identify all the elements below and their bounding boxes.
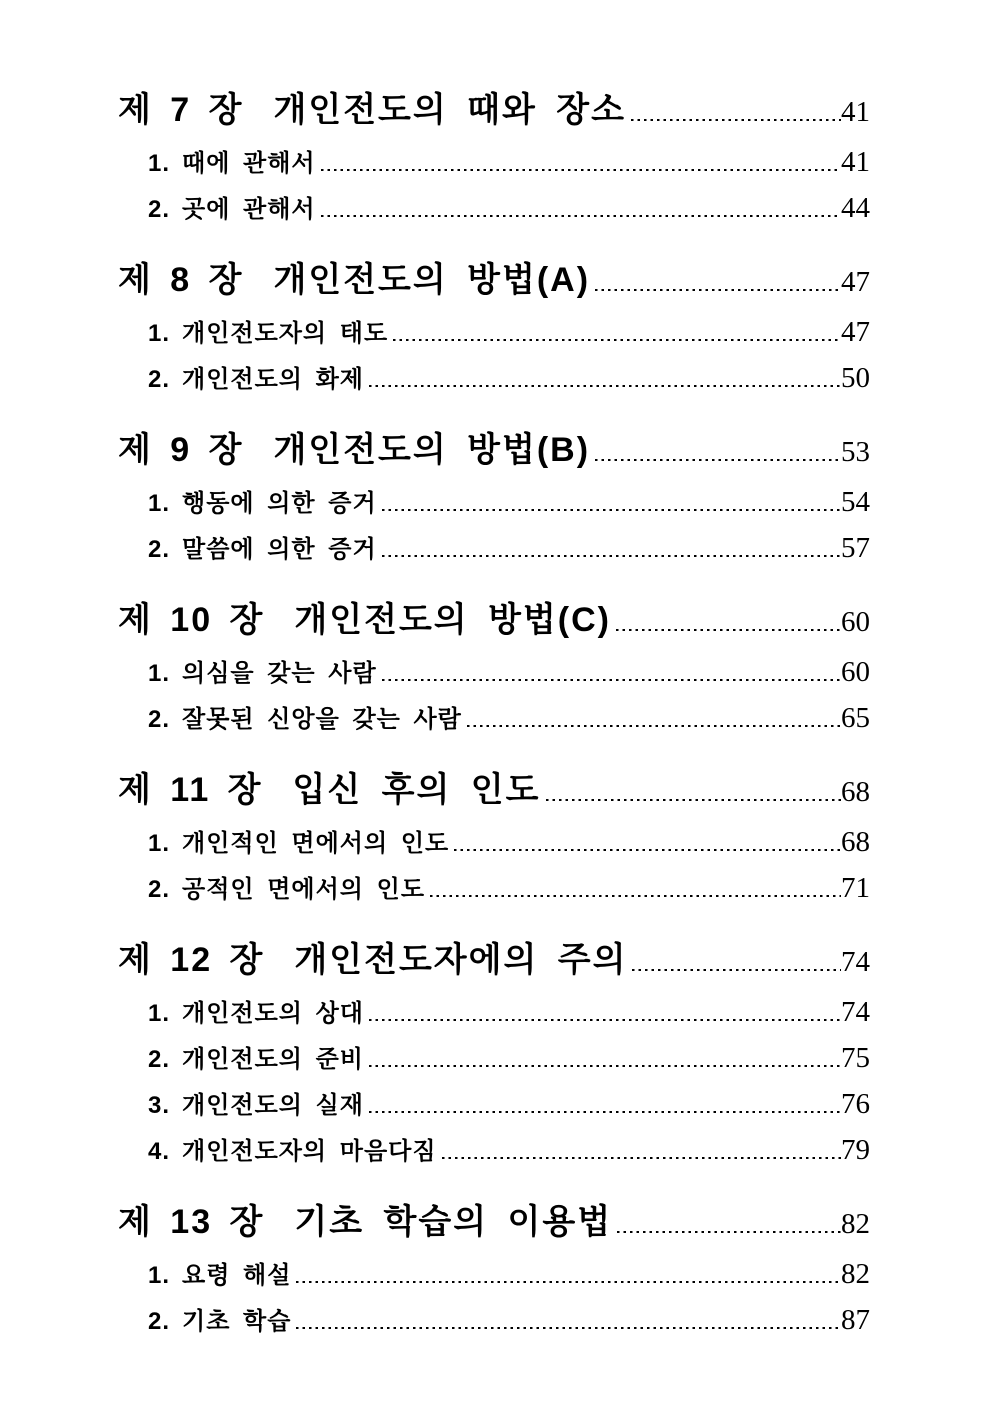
chapter-heading-row xyxy=(118,938,870,984)
entry-title: 요령 해설 xyxy=(182,1262,292,1289)
entry-page-number: 47 xyxy=(841,316,870,348)
toc-section xyxy=(118,768,870,912)
toc-section xyxy=(118,598,870,742)
chapter-title: 개인전도의 방법(A) xyxy=(273,261,591,299)
entry-title: 개인전도의 화제 xyxy=(182,366,364,393)
entry-page-number: 82 xyxy=(841,1258,870,1290)
entry-number: 2. xyxy=(148,536,171,563)
chapter-title: 개인전도의 때와 장소 xyxy=(273,91,626,129)
dot-leader xyxy=(631,118,841,121)
entry-title: 개인전도의 준비 xyxy=(182,1046,364,1073)
toc-entries xyxy=(118,650,870,742)
entry-title: 개인전도자의 태도 xyxy=(182,320,389,347)
toc-entry-row xyxy=(118,1082,870,1128)
chapter-label: 제 8 장 xyxy=(118,261,244,299)
entry-number: 2. xyxy=(148,1046,171,1073)
entry-number: 1. xyxy=(148,830,171,857)
toc-entry-row xyxy=(118,186,870,232)
chapter-page-number: 82 xyxy=(841,1208,870,1240)
entry-page-number: 57 xyxy=(841,532,870,564)
entry-number: 1. xyxy=(148,1262,171,1289)
toc-entry-row xyxy=(118,1252,870,1298)
entry-number: 1. xyxy=(148,490,171,517)
toc-entry-row xyxy=(118,356,870,402)
entry-title: 개인적인 면에서의 인도 xyxy=(182,830,450,857)
chapter-page-number: 68 xyxy=(841,776,870,808)
chapter-label: 제 11 장 xyxy=(118,771,263,809)
chapter-title: 개인전도자에의 주의 xyxy=(294,941,628,979)
entry-title: 의심을 갖는 사람 xyxy=(182,660,377,687)
toc-entry-row xyxy=(118,1298,870,1344)
entry-title: 공적인 면에서의 인도 xyxy=(182,876,426,903)
entry-number: 1. xyxy=(148,320,171,347)
toc-section xyxy=(118,88,870,232)
chapter-title: 개인전도의 방법(C) xyxy=(294,601,611,639)
entry-number: 1. xyxy=(148,1000,171,1027)
toc-entry-row xyxy=(118,1128,870,1174)
dot-leader xyxy=(430,894,841,897)
entry-page-number: 50 xyxy=(841,362,870,394)
chapter-heading-row xyxy=(118,768,870,814)
entry-page-number: 76 xyxy=(841,1088,870,1120)
toc-entries xyxy=(118,820,870,912)
toc-entry-row xyxy=(118,1036,870,1082)
entry-title: 개인전도의 상대 xyxy=(182,1000,364,1027)
entry-title: 개인전도의 실재 xyxy=(182,1092,364,1119)
toc-entries xyxy=(118,480,870,572)
dot-leader xyxy=(369,1110,841,1113)
entry-number: 2. xyxy=(148,1308,171,1335)
chapter-label: 제 13 장 xyxy=(118,1203,265,1241)
entry-title: 잘못된 신앙을 갖는 사람 xyxy=(182,706,462,733)
dot-leader xyxy=(546,798,842,801)
chapter-title: 입신 후의 인도 xyxy=(292,771,541,809)
toc-entries xyxy=(118,1252,870,1344)
entry-page-number: 54 xyxy=(841,486,870,518)
dot-leader xyxy=(617,1230,841,1233)
dot-leader xyxy=(467,724,841,727)
entry-number: 2. xyxy=(148,366,171,393)
toc-entry-row xyxy=(118,820,870,866)
toc-entries xyxy=(118,140,870,232)
entry-number: 2. xyxy=(148,196,171,223)
dot-leader xyxy=(616,628,841,631)
entry-page-number: 68 xyxy=(841,826,870,858)
toc-entry-row xyxy=(118,310,870,356)
chapter-heading-row xyxy=(118,428,870,474)
toc-entries xyxy=(118,310,870,402)
dot-leader xyxy=(296,1326,841,1329)
chapter-heading-row xyxy=(118,88,870,134)
dot-leader xyxy=(442,1156,841,1159)
chapter-page-number: 60 xyxy=(841,606,870,638)
dot-leader xyxy=(393,338,841,341)
entry-page-number: 87 xyxy=(841,1304,870,1336)
chapter-label: 제 10 장 xyxy=(118,601,265,639)
dot-leader xyxy=(369,1018,841,1021)
entry-page-number: 65 xyxy=(841,702,870,734)
chapter-heading-row xyxy=(118,598,870,644)
entry-number: 2. xyxy=(148,876,171,903)
chapter-title: 기초 학습의 이용법 xyxy=(294,1203,613,1241)
toc-entry-row xyxy=(118,526,870,572)
chapter-label: 제 12 장 xyxy=(118,941,265,979)
entry-page-number: 74 xyxy=(841,996,870,1028)
toc-sections xyxy=(118,88,870,1344)
dot-leader xyxy=(595,458,841,461)
toc-entry-row xyxy=(118,480,870,526)
chapter-heading-row xyxy=(118,1200,870,1246)
chapter-page-number: 74 xyxy=(841,946,870,978)
toc-entry-row xyxy=(118,990,870,1036)
entry-title: 때에 관해서 xyxy=(182,150,316,177)
toc-entry-row xyxy=(118,650,870,696)
chapter-label: 제 7 장 xyxy=(118,91,244,129)
dot-leader xyxy=(632,968,841,971)
entry-title: 개인전도자의 마음다짐 xyxy=(182,1138,437,1165)
toc-section xyxy=(118,258,870,402)
entry-number: 1. xyxy=(148,150,171,177)
entry-title: 말씀에 의한 증거 xyxy=(182,536,377,563)
dot-leader xyxy=(369,384,841,387)
entry-page-number: 71 xyxy=(841,872,870,904)
entry-title: 행동에 의한 증거 xyxy=(182,490,377,517)
dot-leader xyxy=(595,288,841,291)
entry-page-number: 41 xyxy=(841,146,870,178)
toc-section xyxy=(118,938,870,1174)
toc-entry-row xyxy=(118,140,870,186)
dot-leader xyxy=(321,214,841,217)
chapter-page-number: 47 xyxy=(841,266,870,298)
chapter-page-number: 53 xyxy=(841,436,870,468)
chapter-heading-row xyxy=(118,258,870,304)
entry-number: 3. xyxy=(148,1092,171,1119)
dot-leader xyxy=(369,1064,841,1067)
entry-title: 기초 학습 xyxy=(182,1308,292,1335)
entry-page-number: 75 xyxy=(841,1042,870,1074)
dot-leader xyxy=(382,678,841,681)
entry-page-number: 79 xyxy=(841,1134,870,1166)
toc-section xyxy=(118,428,870,572)
chapter-title: 개인전도의 방법(B) xyxy=(273,431,591,469)
chapter-page-number: 41 xyxy=(841,96,870,128)
toc-section xyxy=(118,1200,870,1344)
entry-page-number: 60 xyxy=(841,656,870,688)
toc-entry-row xyxy=(118,866,870,912)
dot-leader xyxy=(296,1280,841,1283)
toc-entries xyxy=(118,990,870,1174)
entry-page-number: 44 xyxy=(841,192,870,224)
toc-entry-row xyxy=(118,696,870,742)
entry-number: 2. xyxy=(148,706,171,733)
dot-leader xyxy=(454,848,841,851)
chapter-label: 제 9 장 xyxy=(118,431,244,469)
dot-leader xyxy=(382,554,841,557)
dot-leader xyxy=(382,508,841,511)
entry-number: 4. xyxy=(148,1138,171,1165)
entry-number: 1. xyxy=(148,660,171,687)
entry-title: 곳에 관해서 xyxy=(182,196,316,223)
dot-leader xyxy=(321,168,841,171)
